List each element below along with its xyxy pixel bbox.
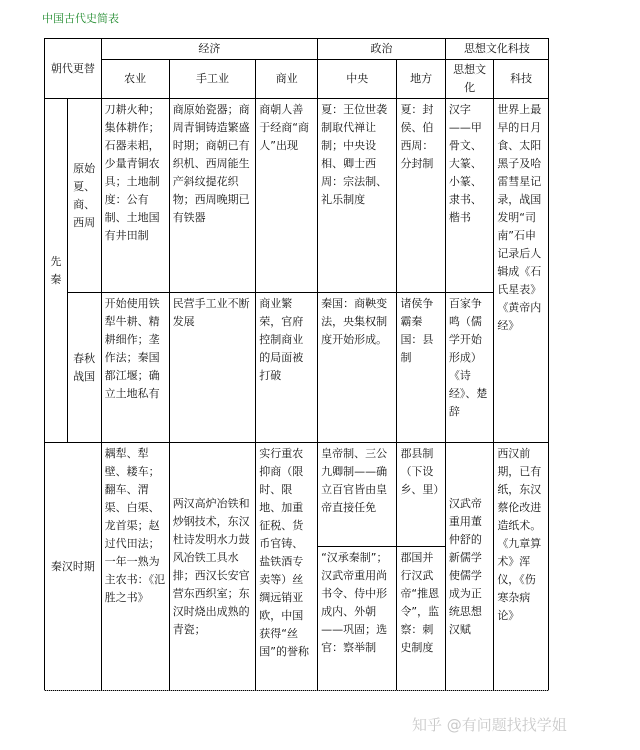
cell-local: 夏：封侯、伯西周：分封制 — [397, 99, 445, 293]
header-culture: 思想文化 — [445, 60, 493, 99]
cell-culture: 汉武帝重用董仲舒的新儒学使儒学成为正统思想汉赋 — [445, 443, 493, 691]
header-economy: 经济 — [101, 39, 317, 60]
watermark: 知乎 @有问题找找学姐 — [412, 716, 567, 734]
cell-agriculture: 开始使用铁犁牛耕、精耕细作；垄作法；秦国都江堰；确立土地私有 — [101, 293, 169, 443]
header-local: 地方 — [397, 60, 445, 99]
header-politics: 政治 — [318, 39, 446, 60]
era-xianqin: 先秦 — [45, 99, 68, 443]
cell-commerce: 商朝人善于经商“商人”出现 — [256, 99, 318, 293]
header-central: 中央 — [318, 60, 397, 99]
cell-local-qin: 郡县制（下设乡、里） — [397, 443, 445, 547]
cell-tech: 西汉前期，已有纸，东汉蔡伦改进造纸术。《九章算术》浑仪，《伤寒杂病论》 — [494, 443, 549, 691]
cell-commerce: 实行重农抑商（限时、限地、加重征税、货币官铸、盐铁酒专卖等）丝绸远销亚欧，中国获得“丝国”的誉称 — [256, 443, 318, 691]
table-row-qinhan-1 — [45, 443, 549, 547]
header-dynasty: 朝代更替 — [45, 39, 102, 99]
cell-culture: 百家争鸣（儒学开始形成）《诗经》、楚辞 — [445, 293, 493, 443]
cell-agriculture: 耦犁、犁壁、耧车；翻车、渭渠、白渠、龙首渠；赵过代田法；一年一熟为主农书：《氾胜之书》 — [101, 443, 169, 691]
cell-handicraft: 两汉高炉冶铁和炒钢技术，东汉杜诗发明水力鼓风冶铁工具水排；西汉长安官营东西织室；东汉时烧出成熟的青瓷； — [169, 443, 256, 691]
period-spring: 春秋战国 — [67, 293, 101, 443]
cell-central: 秦国：商鞅变法，央集权制度开始形成。 — [318, 293, 397, 443]
table-row-spring — [45, 293, 549, 443]
cell-central-qin: 皇帝制、三公九卿制——确立百官皆由皇帝直接任免 — [318, 443, 397, 547]
cell-commerce: 商业繁荣，官府控制商业的局面被打破 — [256, 293, 318, 443]
cell-tech-xianqin: 世界上最早的日月食、太阳黑子及哈雷彗星记录，战国发明“司南”石申记录后人辑成《石氏星表》《黄帝内经》 — [494, 99, 549, 443]
history-table — [44, 38, 549, 691]
header-agriculture: 农业 — [101, 60, 169, 99]
cell-central: 夏：王位世袭制取代禅让制；中央设相、卿士西周：宗法制、礼乐制度 — [318, 99, 397, 293]
cell-local-han: 郡国并行汉武帝“推恩令”，监察：刺史制度 — [397, 547, 445, 691]
cell-handicraft: 民营手工业不断发展 — [169, 293, 256, 443]
header-thought: 思想文化科技 — [445, 39, 548, 60]
cell-handicraft: 商原始瓷器；商周青铜铸造繁盛时期；商朝已有织机、西周能生产斜纹提花织物；西周晚期已有铁器 — [169, 99, 256, 293]
table-row-primitive — [45, 99, 549, 293]
period-primitive: 原始夏、商、西周 — [67, 99, 101, 293]
cell-agriculture: 刀耕火种；集体耕作；石器耒耜，少量青铜农具；土地制度：公有制、土地国有井田制 — [101, 99, 169, 293]
cell-central-han: “汉承秦制”；汉武帝重用尚书令、侍中形成内、外朝——巩固；选官：察举制 — [318, 547, 397, 691]
era-qinhan: 秦汉时期 — [45, 443, 102, 691]
cell-culture: 汉字——甲骨文、大篆、小篆、隶书、楷书 — [445, 99, 493, 293]
header-commerce: 商业 — [256, 60, 318, 99]
header-row-1 — [45, 39, 549, 60]
header-handicraft: 手工业 — [169, 60, 256, 99]
page-bottom-divider — [44, 690, 549, 691]
header-tech: 科技 — [494, 60, 549, 99]
header-row-2 — [45, 60, 549, 99]
document-title: 中国古代史简表 — [42, 12, 119, 25]
cell-local: 诸侯争霸秦国：县制 — [397, 293, 445, 443]
